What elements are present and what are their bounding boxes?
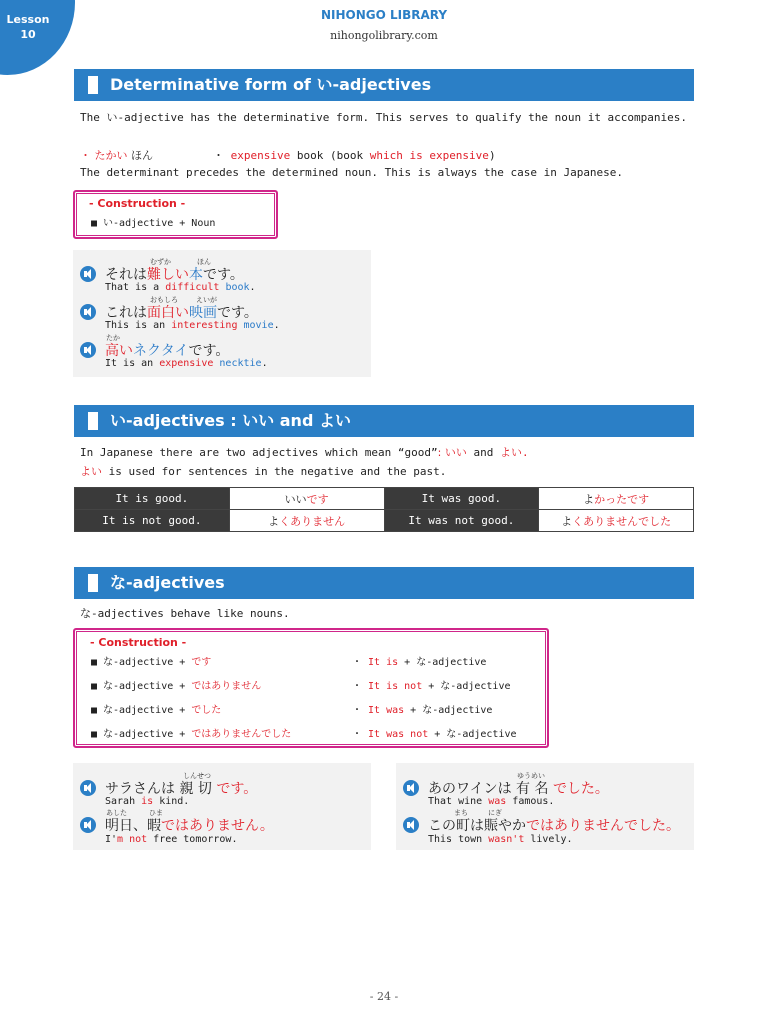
bullet: ・ (352, 657, 369, 668)
jp-part: これは (105, 305, 147, 321)
construction-left-2 (91, 677, 261, 692)
en-part: That is a (105, 282, 166, 293)
speaker-icon[interactable] (80, 342, 96, 358)
period: . (521, 446, 529, 459)
construction-right-1 (352, 653, 486, 668)
c-part: + な-adjective (398, 657, 487, 668)
text-part: and (466, 446, 500, 459)
text-part: is used for sentences in the negative and the past. (102, 465, 447, 478)
en-part: kind. (153, 796, 190, 807)
construction-left-3 (91, 701, 221, 716)
en-part: That wine (428, 796, 489, 807)
sec2-line2 (80, 463, 446, 479)
c-ending: ではありませんでした (191, 729, 292, 740)
en-noun: movie (243, 320, 274, 331)
bullet: ・ (213, 149, 231, 162)
en-part: It is an (105, 358, 160, 369)
construction-right-3 (352, 701, 492, 716)
speaker-icon[interactable] (80, 304, 96, 320)
construction-left-4 (91, 725, 291, 740)
c-part: ■ な-adjective + (91, 657, 192, 668)
speaker-icon[interactable] (80, 780, 96, 796)
speaker-icon[interactable] (403, 817, 419, 833)
en-part: . (273, 320, 280, 331)
en-part: free tomorrow. (147, 834, 238, 845)
ruby-muzuka: むずか (150, 258, 171, 266)
jp-adjective: 面白い (147, 305, 189, 321)
construction-right-2 (352, 677, 511, 692)
c-ending: です (191, 657, 212, 668)
en-part: This town (428, 834, 489, 845)
table-cell: It is good. (75, 488, 230, 510)
jp-part: です。 (217, 305, 258, 321)
phrase-which: which is expensive (369, 149, 489, 162)
table-row (75, 510, 694, 532)
jp-noun: 本 (189, 267, 203, 283)
word-ii: : いい (437, 446, 467, 459)
jp-ending: です。 (216, 781, 258, 797)
table-row (75, 488, 694, 510)
en-noun: necktie (219, 358, 262, 369)
speaker-icon[interactable] (80, 817, 96, 833)
speaker-icon[interactable] (403, 780, 419, 796)
en-part: famous. (506, 796, 555, 807)
example-sentence (428, 815, 680, 835)
word-yoi: よい (499, 446, 522, 459)
construction-left-1 (91, 653, 211, 668)
example-translation (105, 282, 256, 293)
paren: ) (488, 149, 496, 162)
example-sentence (105, 340, 229, 360)
jp-adjective: 難しい (147, 267, 189, 283)
c-part: ■ な-adjective + (91, 705, 192, 716)
sec3-intro: な-adjectives behave like nouns. (80, 607, 290, 620)
en-part: . (249, 282, 256, 293)
jp-part: サラさんは 親 切 (105, 781, 217, 797)
en-verb: wasn't (488, 834, 525, 845)
ruby-yuumei: ゆうめい (517, 772, 545, 780)
jp-noun: 映画 (189, 305, 217, 321)
ruby-eiga: えいが (196, 296, 217, 304)
c-part: ■ な-adjective + (91, 729, 192, 740)
ruby-omoshiro: おもしろ (150, 296, 178, 304)
en-verb: is (141, 796, 154, 807)
word-yoi: よい (80, 465, 102, 478)
example-jp: ほん (127, 149, 153, 162)
example-translation (105, 796, 189, 807)
stem: よ (561, 514, 573, 528)
good-conjugation-table (74, 487, 694, 532)
brand-url[interactable]: nihongolibrary.com (330, 29, 438, 42)
speaker-icon[interactable] (80, 266, 96, 282)
en-adjective: expensive (159, 358, 214, 369)
header-bar-icon (88, 76, 98, 94)
table-cell: It was good. (384, 488, 539, 510)
table-cell (539, 488, 694, 510)
construction-line: ■ い-adjective + Noun (91, 218, 216, 229)
stem: いい (284, 492, 307, 506)
stem: よ (268, 514, 280, 528)
table-cell (229, 510, 384, 532)
section-title: な-adjectives (110, 573, 225, 592)
c-part: + な-adjective (428, 729, 517, 740)
construction-title: - Construction - (90, 636, 187, 649)
ruby-nigi: にぎ (488, 809, 502, 817)
section-header-determinative (74, 69, 694, 101)
jp-adjective: 高い (105, 343, 133, 359)
c-part: + な-adjective (422, 681, 511, 692)
brand-title: NIHONGO LIBRARY (320, 8, 448, 22)
construction-title: - Construction - (89, 197, 186, 210)
table-cell: It was not good. (384, 510, 539, 532)
section-header-na-adjectives (74, 567, 694, 599)
section-title: い-adjectives : いい and よい (110, 411, 351, 430)
c-phrase: It was (368, 705, 405, 716)
example-sentence (105, 778, 257, 798)
ending: くありません (279, 514, 346, 528)
c-phrase: It is not (368, 681, 423, 692)
c-part: + な-adjective (404, 705, 493, 716)
jp-ending: ではありませんでした。 (526, 818, 680, 834)
jp-part: あのワインは 有 名 (428, 781, 553, 797)
ruby-hon: ほん (197, 258, 211, 266)
c-ending: でした (191, 705, 222, 716)
en-part: This is an (105, 320, 172, 331)
ending: です (306, 492, 329, 506)
jp-part: この町は賑やか (428, 818, 526, 834)
section-header-ii-yoi (74, 405, 694, 437)
c-ending: ではありません (191, 681, 262, 692)
example-sentence (105, 264, 244, 284)
ruby-ashita: あした (106, 809, 127, 817)
word-book: book (book (290, 149, 370, 162)
construction-right-4 (352, 725, 517, 740)
c-part: ■ な-adjective + (91, 681, 192, 692)
jp-part: です。 (203, 267, 244, 283)
example-translation (428, 834, 573, 845)
section-title: Determinative form of い-adjectives (110, 75, 432, 94)
jp-noun: ネクタイ (133, 343, 189, 359)
header-bar-icon (88, 574, 98, 592)
en-part: . (261, 358, 268, 369)
example-translation (105, 358, 268, 369)
table-cell (229, 488, 384, 510)
en-noun: book (225, 282, 250, 293)
example-jp-red: ・ たかい (80, 149, 128, 162)
word-expensive: expensive (230, 149, 291, 162)
ruby-shinsetsu: しんせつ (183, 772, 211, 780)
en-adjective: interesting (171, 320, 238, 331)
c-phrase: It was not (368, 729, 429, 740)
intro-text: The い-adjective has the determinative form. This serves to qualify the noun it accompanies. (80, 111, 688, 124)
en-part: lively. (524, 834, 573, 845)
jp-ending: ではありません。 (161, 818, 274, 834)
stem: よ (583, 492, 595, 506)
example-line (80, 147, 153, 163)
text-part: In Japanese there are two adjectives which mean “good” (80, 446, 438, 459)
en-verb: m not (117, 834, 148, 845)
bullet: ・ (352, 681, 369, 692)
ending: くありませんでした (572, 514, 672, 528)
example-translation (105, 320, 280, 331)
ruby-taka: たか (106, 334, 120, 342)
ruby-machi: まち (454, 809, 468, 817)
ending: かったです (594, 492, 650, 506)
lesson-text: Lesson (6, 13, 50, 26)
table-cell (539, 510, 694, 532)
bullet: ・ (352, 729, 369, 740)
example-translation (428, 796, 554, 807)
en-part: Sarah (105, 796, 142, 807)
jp-part: です。 (188, 343, 230, 359)
example-sentence (428, 778, 609, 798)
en-part: I' (105, 834, 118, 845)
ruby-hima: ひま (149, 809, 163, 817)
jp-part: それは (105, 267, 147, 283)
en-verb: was (488, 796, 507, 807)
bullet: ・ (352, 705, 369, 716)
jp-ending: でした。 (552, 781, 609, 797)
example-sentence (105, 815, 274, 835)
jp-part: 明日、暇 (105, 818, 161, 834)
lesson-number: 10 (20, 28, 36, 41)
note-text: The determinant precedes the determined noun. This is always the case in Japanese. (80, 166, 624, 179)
en-adjective: difficult (165, 282, 220, 293)
table-cell: It is not good. (75, 510, 230, 532)
sec2-line1 (80, 444, 529, 460)
example-translation (105, 834, 237, 845)
c-phrase: It is (368, 657, 399, 668)
header-bar-icon (88, 412, 98, 430)
example-translation (213, 147, 496, 163)
page-number: - 24 - (369, 990, 399, 1003)
example-sentence (105, 302, 258, 322)
